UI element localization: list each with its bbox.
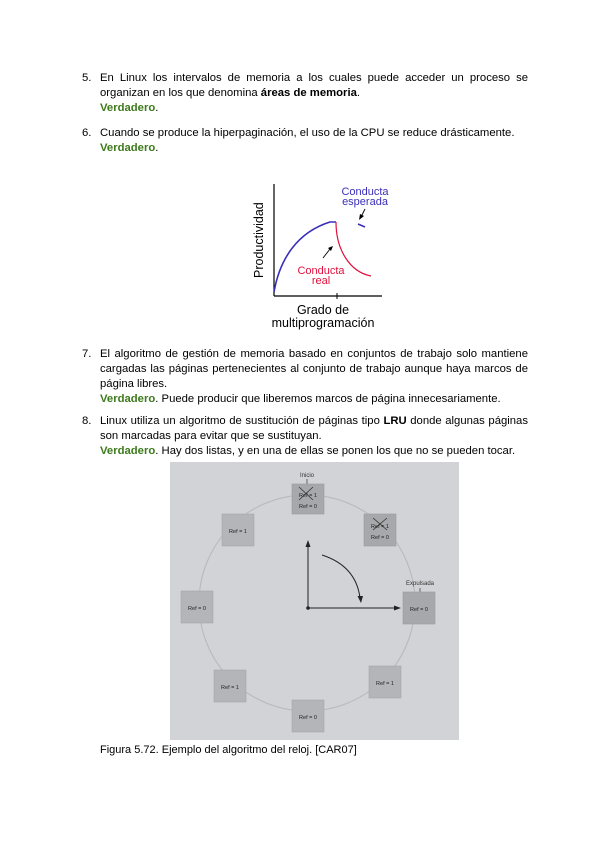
- expected-arrowhead: [359, 214, 364, 220]
- question-text-end: donde algunas páginas son marcadas para evitar que se sustituyan.: [100, 415, 528, 442]
- question-8: [82, 414, 528, 459]
- frame-top-left-ref: Ref = 1: [229, 529, 247, 535]
- answer-label: Verdadero: [100, 445, 156, 457]
- clock-center: [306, 606, 310, 610]
- answer-label: Verdadero: [100, 142, 156, 154]
- answer-suffix: . Puede producir que liberemos marcos de página innecesariamente.: [155, 393, 501, 405]
- frame-bottom-ref: Ref = 0: [299, 715, 317, 721]
- question-5: [82, 71, 528, 116]
- frame-bottom-left-ref: Ref = 1: [221, 685, 239, 691]
- question-text: El algoritmo de gestión de memoria basado en conjuntos de trabajo solo mantiene cargadas las páginas pertenecientes al conjunto de trabajo aunque haya marcos de página libres.: [100, 348, 528, 390]
- start-label: Inicio: [299, 473, 315, 479]
- question-number: 6.: [82, 127, 92, 139]
- question-number: 5.: [82, 72, 92, 84]
- frame-top-ref-1: Ref = 1: [299, 493, 317, 499]
- question-text: En Linux los intervalos de memoria a los cuales puede acceder un proceso se organizan en los que denomina: [100, 72, 528, 99]
- clock-algorithm-figure: [170, 462, 459, 740]
- frame-right-ref: Ref = 0: [410, 607, 428, 613]
- question-bold-term: áreas de memoria: [260, 87, 357, 99]
- frame-top-ref-2: Ref = 0: [299, 504, 317, 510]
- evict-label: Expulsada: [405, 581, 435, 587]
- x-axis-label-2: multiprogramación: [271, 316, 375, 330]
- answer-suffix: . Hay dos listas, y en una de ellas se ponen los que no se pueden tocar.: [155, 445, 516, 457]
- figure-caption: Figura 5.72. Ejemplo del algoritmo del reloj. [CAR07]: [100, 744, 357, 756]
- real-label-1: Conducta: [297, 265, 345, 277]
- answer-suffix: .: [155, 142, 159, 154]
- frame-top-right-ref-2: Ref = 0: [371, 535, 389, 541]
- question-7: [82, 347, 528, 407]
- answer-suffix: .: [155, 102, 159, 114]
- question-text: Cuando se produce la hiperpaginación, el uso de la CPU se reduce drásticamente.: [100, 127, 515, 139]
- expected-label-1: Conducta: [341, 186, 389, 198]
- expected-label-2: esperada: [342, 196, 388, 208]
- expected-dash: [358, 224, 365, 227]
- frame-top-right-ref-1: Ref = 1: [371, 524, 389, 530]
- thrashing-chart: [250, 180, 400, 335]
- question-text: Linux utiliza un algoritmo de sustitución de páginas tipo: [100, 415, 384, 427]
- answer-label: Verdadero: [100, 393, 156, 405]
- real-arrow: [323, 249, 330, 258]
- question-6: [82, 126, 528, 156]
- real-label-2: real: [311, 275, 331, 287]
- question-text-end: .: [356, 87, 361, 99]
- frame-left-ref: Ref = 0: [188, 606, 206, 612]
- question-number: 8.: [82, 415, 92, 427]
- x-axis-label-1: Grado de: [296, 303, 350, 317]
- answer-label: Verdadero: [100, 102, 156, 114]
- frame-top-right: [364, 514, 396, 546]
- frame-bottom-right-ref: Ref = 1: [376, 681, 394, 687]
- question-bold-term: LRU: [383, 415, 407, 427]
- question-number: 7.: [82, 348, 92, 360]
- y-axis-label: Productividad: [252, 202, 266, 278]
